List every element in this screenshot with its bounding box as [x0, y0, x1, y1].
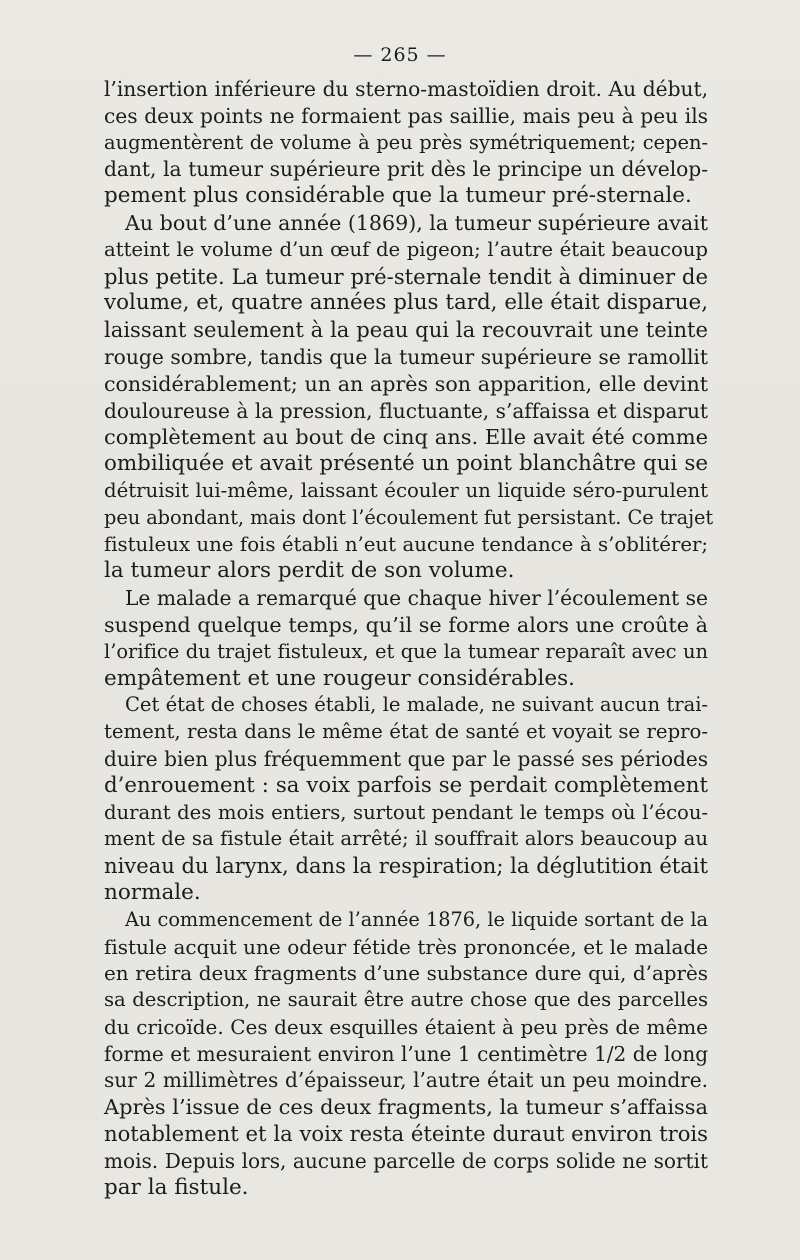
paragraph [104, 76, 708, 210]
text-line: en retira deux fragments d’une substance dure qui, d’après [104, 961, 708, 986]
text-line: normale. [104, 879, 201, 905]
paragraph [104, 907, 708, 1202]
text-line: Au commencement de l’année 1876, le liquide sortant de la [125, 907, 708, 931]
text-line: duire bien plus fréquemment que par le passé ses périodes [104, 746, 708, 771]
text-line: tement, resta dans le même état de santé et voyait se repro- [104, 720, 708, 744]
text-line: par la fistule. [104, 1174, 249, 1200]
text-line: augmentèrent de volume à peu près symétriquement; cepen- [104, 130, 708, 154]
text-line: douloureuse à la pression, fluctuante, s’affaissa et disparut [104, 398, 708, 423]
body-text [104, 76, 714, 1201]
text-line: rouge sombre, tandis que la tumeur supérieure se ramollit [104, 344, 708, 369]
text-line: considérablement; un an après son apparition, elle devint [104, 371, 708, 396]
text-line: niveau du larynx, dans la respiration; la déglutition était [104, 853, 708, 879]
text-line: notablement et la voix resta éteinte duraut environ trois [104, 1121, 708, 1147]
text-line: sur 2 millimètres d’épaisseur, l’autre était un peu moindre. [104, 1068, 708, 1093]
text-line: la tumeur alors perdit de son volume. [104, 558, 515, 584]
text-line: détruisit lui-même, laissant écouler un liquide séro-purulent [104, 478, 708, 502]
paragraph [104, 585, 708, 692]
page-number: — 265 — [353, 44, 447, 66]
text-line: du cricoïde. Ces deux esquilles étaient à peu près de même [104, 1014, 708, 1039]
text-line: fistule acquit une odeur fétide très prononcée, et le malade [104, 934, 708, 959]
text-line: volume, et, quatre années plus tard, elle était disparue, [104, 290, 708, 316]
text-line: l’orifice du trajet fistuleux, et que la tumear reparaît avec un [104, 639, 708, 663]
text-line: ombiliquée et avait présenté un point blanchâtre qui se [104, 451, 708, 477]
text-line: atteint le volume d’un œuf de pigeon; l’autre était beaucoup [104, 237, 708, 261]
text-line: pement plus considérable que la tumeur pré-sternale. [104, 183, 692, 209]
text-line: Au bout d’une année (1869), la tumeur supérieure avait [125, 210, 708, 235]
text-line: empâtement et une rougeur considérables. [104, 665, 576, 691]
text-line: Après l’issue de ces deux fragments, la tumeur s’affaissa [104, 1095, 708, 1120]
text-line: plus petite. La tumeur pré-sternale tendit à diminuer de [104, 263, 708, 289]
text-line: Le malade a remarqué que chaque hiver l’écoulement se [125, 586, 708, 611]
text-line: peu abondant, mais dont l’écoulement fut persistant. Ce trajet [104, 505, 714, 529]
text-line: forme et mesuraient environ l’une 1 centimètre 1/2 de long [104, 1041, 708, 1066]
text-line: durant des mois entiers, surtout pendant le temps où l’écou- [104, 800, 708, 824]
text-line: mois. Depuis lors, aucune parcelle de corps solide ne sortit [104, 1148, 708, 1173]
text-line: dant, la tumeur supérieure prit dès le principe un dévelop- [104, 157, 708, 182]
text-line: Cet état de choses établi, le malade, ne suivant aucun trai- [125, 693, 708, 717]
paragraph [104, 692, 708, 906]
text-line: laissant seulement à la peau qui la recouvrait une teinte [104, 317, 708, 343]
text-line: sa description, ne saurait être autre chose que des parcelles [104, 988, 708, 1012]
text-line: ces deux points ne formaient pas saillie, mais peu à peu ils [104, 103, 708, 128]
text-line: d’enrouement : sa voix parfois se perdait complètement [104, 772, 708, 798]
paragraph [104, 210, 714, 585]
text-line: complètement au bout de cinq ans. Elle avait été comme [104, 425, 708, 450]
text-line: ment de sa fistule était arrêté; il souffrait alors beaucoup au [104, 827, 708, 851]
text-line: fistuleux une fois établi n’eut aucune tendance à s’oblitérer; [104, 532, 708, 556]
text-line: suspend quelque temps, qu’il se forme alors une croûte à [104, 612, 708, 637]
text-line: l’insertion inférieure du sterno-mastoïdien droit. Au début, [104, 77, 708, 101]
